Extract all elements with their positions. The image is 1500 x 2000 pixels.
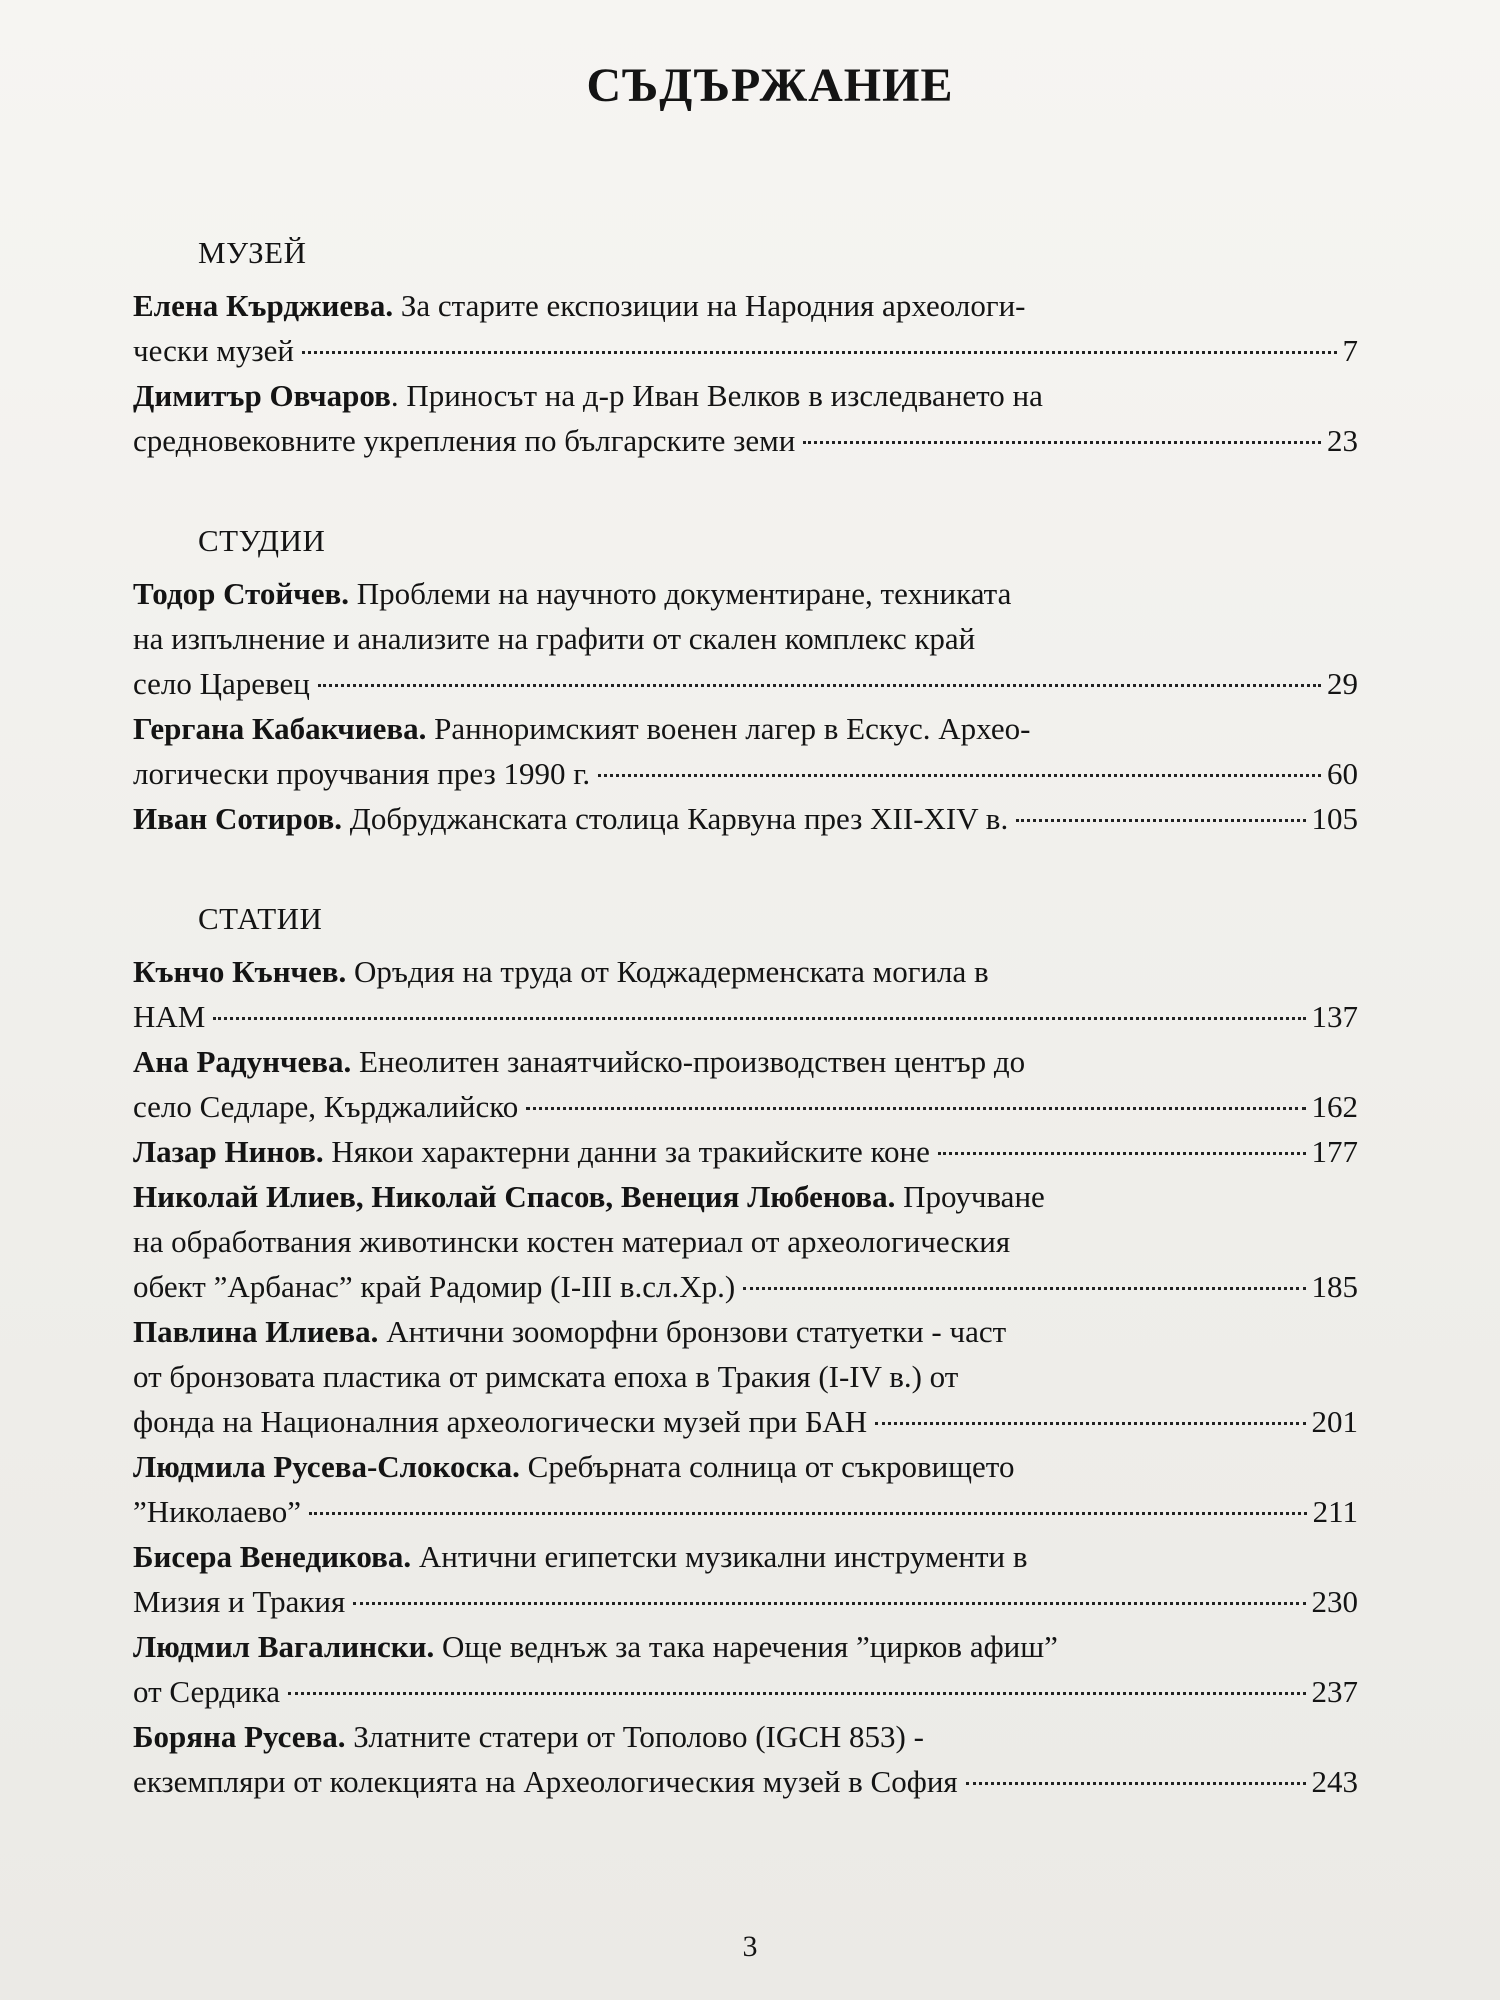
toc-entry-author: Димитър Овчаров — [133, 378, 391, 413]
toc-entry-author: Ана Радунчева. — [133, 1044, 352, 1079]
toc-page-number: 230 — [1311, 1584, 1358, 1619]
toc-entry-line — [133, 1219, 1358, 1264]
toc-page-number: 29 — [1327, 666, 1358, 701]
toc-entry-title-text: За старите експозиции на Народния археологи- — [400, 288, 1026, 323]
toc-entry[interactable] — [133, 1444, 1358, 1534]
toc-entry[interactable] — [133, 1309, 1358, 1444]
toc-entry-line — [133, 1354, 1358, 1399]
toc-entry-text — [133, 796, 1008, 841]
toc-entry-text — [133, 1084, 518, 1129]
toc-entry-title-text: Проблеми на научното документиране, техниката — [356, 576, 1012, 611]
toc-entry-line — [133, 1579, 1358, 1624]
toc-entry-line — [133, 1264, 1358, 1309]
toc-entry-author: Бисера Венедикова. — [133, 1539, 412, 1574]
toc-entry[interactable] — [133, 706, 1358, 796]
section-heading: СТУДИИ — [198, 523, 326, 558]
toc-page-number: 23 — [1327, 423, 1358, 458]
toc-entry-line — [133, 1444, 1358, 1489]
toc-entry[interactable] — [133, 1624, 1358, 1714]
toc-entry-title-text: Още веднъж за така наречения ”цирков афиш” — [441, 1629, 1058, 1664]
dot-leader — [288, 1692, 1305, 1695]
toc-entry-text — [133, 661, 310, 706]
toc-entry-line — [133, 1714, 1358, 1759]
toc-entry-title-text: Златните статери от Тополово (IGCH 853) - — [353, 1719, 924, 1754]
toc-entry[interactable] — [133, 571, 1358, 706]
toc-entry-text — [133, 328, 294, 373]
toc-entry-author: Николай Илиев, Николай Спасов, Венеция Любенова. — [133, 1179, 896, 1214]
toc-entry-line — [133, 616, 1358, 661]
toc-entry-line — [133, 1489, 1358, 1534]
dot-leader — [318, 684, 1321, 687]
page-number: 3 — [742, 1930, 758, 1963]
toc-entry[interactable] — [133, 1534, 1358, 1624]
toc-entry-line — [133, 706, 1358, 751]
toc-entry-title-text: Антични зооморфни бронзови статуетки - част — [386, 1314, 1007, 1349]
toc-entry-line — [133, 1399, 1358, 1444]
section-heading: СТАТИИ — [198, 901, 323, 936]
toc-entry-title-text: Оръдия на труда от Коджадерменската могила в — [354, 954, 989, 989]
toc-entry-title-text: село Седларе, Кърджалийско — [133, 1089, 519, 1124]
toc-entry-title-text: село Царевец — [133, 666, 310, 701]
toc-entry-line — [133, 1084, 1358, 1129]
toc-page-number: 105 — [1311, 801, 1358, 836]
toc-entry-author: Боряна Русева. — [133, 1719, 346, 1754]
toc-entry-text — [133, 1264, 735, 1309]
toc-entry-title-text: Добруджанската столица Карвуна през XII-XIV в. — [349, 801, 1009, 836]
toc-entry-text — [133, 1399, 867, 1444]
toc-entry-line — [133, 1759, 1358, 1804]
toc-entry-line — [133, 994, 1358, 1039]
dot-leader — [526, 1107, 1305, 1110]
toc-page-number: 60 — [1327, 756, 1358, 791]
toc-entry-title-text: чески музей — [133, 333, 294, 368]
toc-entry[interactable] — [133, 1714, 1358, 1804]
toc-entry-author: Елена Кърджиева. — [133, 288, 394, 323]
toc-entry-line — [133, 283, 1358, 328]
toc-entry-line — [133, 1174, 1358, 1219]
toc-entry-line — [133, 1129, 1358, 1174]
toc-entry-author: Павлина Илиева. — [133, 1314, 379, 1349]
toc-page-number: 201 — [1311, 1404, 1358, 1439]
dot-leader — [803, 441, 1321, 444]
dot-leader — [302, 351, 1337, 354]
toc-entry-line — [133, 418, 1358, 463]
toc-page-number: 137 — [1311, 999, 1358, 1034]
toc-entry-text — [133, 418, 795, 463]
toc-entry-title-text: фонда на Националния археологически музей при БАН — [133, 1404, 868, 1439]
toc-entry[interactable] — [133, 1039, 1358, 1129]
toc-entry-text — [133, 994, 205, 1039]
toc-entry-author: Лазар Нинов. — [133, 1134, 324, 1169]
toc-entry-text — [133, 1669, 280, 1714]
toc-page-number: 243 — [1311, 1764, 1358, 1799]
toc-entry-title-text: Някои характерни данни за тракийските коне — [331, 1134, 930, 1169]
toc-entry-author: Кънчо Кънчев. — [133, 954, 347, 989]
toc-entry-title-text: ”Николаево” — [133, 1494, 301, 1529]
toc-entry-text — [133, 1759, 958, 1804]
toc-entry-line — [133, 1669, 1358, 1714]
toc-entry-line — [133, 751, 1358, 796]
toc-entry[interactable] — [133, 1129, 1358, 1174]
toc-entry-author: Иван Сотиров. — [133, 801, 342, 836]
toc-page-number: 7 — [1342, 333, 1358, 368]
toc-entry-text — [133, 1579, 345, 1624]
dot-leader — [938, 1152, 1306, 1155]
section-heading: МУЗЕЙ — [198, 235, 307, 270]
toc-entry-author: Людмила Русева-Слокоска. — [133, 1449, 520, 1484]
toc-entry-author: Тодор Стойчев. — [133, 576, 349, 611]
toc-entry[interactable] — [133, 283, 1358, 373]
toc-entry-title-text: логически проучвания през 1990 г. — [133, 756, 591, 791]
dot-leader — [743, 1287, 1305, 1290]
dot-leader — [213, 1017, 1305, 1020]
toc-entry-text — [133, 1489, 301, 1534]
toc-entry-text — [133, 751, 590, 796]
toc-entry-line — [133, 373, 1358, 418]
section-spacer — [133, 463, 1358, 518]
toc-entry-title-text: Сребърната солница от съкровището — [527, 1449, 1015, 1484]
toc-page-number: 237 — [1311, 1674, 1358, 1709]
toc-entry-title-text: НАМ — [133, 999, 206, 1034]
dot-leader — [875, 1422, 1305, 1425]
toc-entry-title-text: от Сердика — [133, 1674, 281, 1709]
toc-entry-title-text: Енеолитен занаятчийско-производствен център до — [358, 1044, 1026, 1079]
toc-page-number: 211 — [1312, 1494, 1358, 1529]
toc-entry-title-text: обект ”Арбанас” край Радомир (I-III в.сл.Хр.) — [133, 1269, 736, 1304]
toc-entry[interactable] — [133, 949, 1358, 1039]
section-spacer — [133, 841, 1358, 896]
page-title: СЪДЪРЖАНИЕ — [586, 59, 954, 112]
toc-page-number: 162 — [1311, 1089, 1358, 1124]
toc-entry-line — [133, 796, 1358, 841]
toc-entry-title-text: Проучване — [903, 1179, 1045, 1214]
toc-entry[interactable] — [133, 796, 1358, 841]
toc-entry-line — [133, 1309, 1358, 1354]
toc-entry[interactable] — [133, 373, 1358, 463]
dot-leader — [1016, 819, 1305, 822]
dot-leader — [598, 774, 1321, 777]
dot-leader — [966, 1782, 1306, 1785]
toc-entry-author: Людмил Вагалински. — [133, 1629, 435, 1664]
toc-entry-text — [133, 1129, 930, 1174]
toc-entry-line — [133, 1039, 1358, 1084]
dot-leader — [309, 1512, 1307, 1515]
toc-entry-title-text: . Приносът на д-р Иван Велков в изследването на — [390, 378, 1043, 413]
toc-entry-line — [133, 1534, 1358, 1579]
toc-entry-author: Гергана Кабакчиева. — [133, 711, 427, 746]
toc-entry-title-text: Раннoримският военен лагер в Ескус. Архео- — [434, 711, 1031, 746]
toc-entry-title-text: Мизия и Тракия — [133, 1584, 346, 1619]
dot-leader — [353, 1602, 1305, 1605]
toc-entry-line — [133, 571, 1358, 616]
toc-entry-title-text: на обработвания животински костен материал от археологическия — [133, 1224, 1011, 1259]
toc-entry-line — [133, 1624, 1358, 1669]
table-of-contents — [133, 230, 1358, 1804]
toc-entry-title-text: екземпляри от колекцията на Археологическия музей в София — [133, 1764, 958, 1799]
toc-entry-line — [133, 661, 1358, 706]
toc-entry-title-text: на изпълнение и анализите на графити от скален комплекс край — [133, 621, 976, 656]
toc-entry-title-text: средновековните укрепления по българските земи — [133, 423, 796, 458]
toc-entry-line — [133, 949, 1358, 994]
toc-page-number: 177 — [1311, 1134, 1358, 1169]
toc-page-number: 185 — [1311, 1269, 1358, 1304]
toc-entry-title-text: от бронзовата пластика от римската епоха в Тракия (I-IV в.) от — [133, 1359, 959, 1394]
toc-entry[interactable] — [133, 1174, 1358, 1309]
toc-entry-title-text: Антични египетски музикални инструменти в — [418, 1539, 1028, 1574]
toc-entry-line — [133, 328, 1358, 373]
